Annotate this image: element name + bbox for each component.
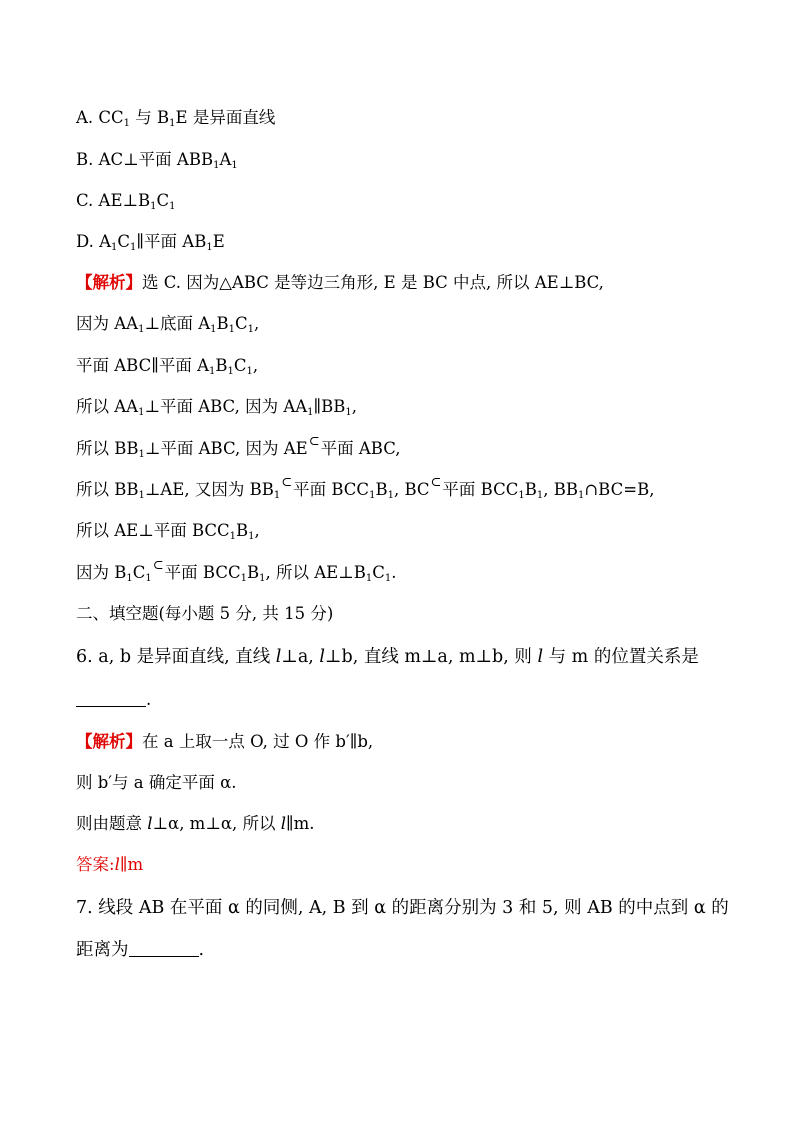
solution6-line-3: 则由题意 l⊥α, m⊥α, 所以 l∥m. [76, 814, 315, 833]
option-d: D. $A_1C_1\parallel$平面 $AB_1E$ [76, 232, 225, 253]
section-heading: 二、填空题(每小题 5 分, 共 15 分) [76, 604, 334, 623]
solution-line-3: 平面 ABC∥平面 $A_1B_1C_1$, [76, 356, 259, 377]
option-b: B. AC⊥平面 $ABB_1A_1$ [76, 150, 238, 171]
question-7-line-1: 7. 线段 AB 在平面 α 的同侧, A, B 到 α 的距离分别为 3 和 5, 则 AB 的中点到 α 的 [76, 898, 729, 918]
answer-line: 答案:l∥m [76, 855, 144, 874]
question-6: 6. a, b 是异面直线, 直线 l⊥a, l⊥b, 直线 m⊥a, m⊥b, 则 l 与 m 的位置关系是 [76, 647, 699, 667]
option-c: C. $AE\perp B_1C_1$ [76, 191, 176, 212]
solution-line-1: 【解析】选 C. 因为△ABC 是等边三角形, E 是 BC 中点, 所以 AE⊥BC, [76, 273, 604, 292]
solution-line-5: 所以 $BB_1\perp$平面 ABC, 因为 AE⊂平面 ABC, [76, 434, 401, 460]
solution6-line-1: 【解析】在 a 上取一点 O, 过 O 作 b′∥b, [76, 732, 374, 751]
solution-line-7: 所以 AE⊥平面 $BCC_1B_1$, [76, 521, 260, 542]
question-6-blank-line: . [76, 688, 151, 712]
solution-line-6: 所以 $BB_1\perp AE$, 又因为 $BB_1^\subset$平面 $BCC_1B_1$, BC⊂平面 $BCC_1B_1$, $BB_1\cap BC=B$, [76, 475, 655, 501]
analysis-label: 【解析】 [76, 273, 142, 292]
question-7-line-2: 距离为 . [76, 940, 205, 960]
option-a: A. $CC_1$ 与 $B_1E$ 是异面直线 [76, 108, 276, 129]
solution-line-8: 因为 $B_1C_1^\subset$平面 $BCC_1B_1$, 所以 $AE\perp B_1C_1$. [76, 558, 397, 584]
solution6-line-2: 则 b′与 a 确定平面 α. [76, 773, 237, 792]
solution-line-2: 因为 $AA_1\perp$底面 $A_1B_1C_1$, [76, 314, 260, 335]
answer-blank [76, 692, 146, 707]
answer-blank-7 [129, 942, 199, 957]
solution-line-4: 所以 $AA_1\perp$平面 ABC, 因为 $AA_1\parallel BB_1$, [76, 397, 358, 418]
